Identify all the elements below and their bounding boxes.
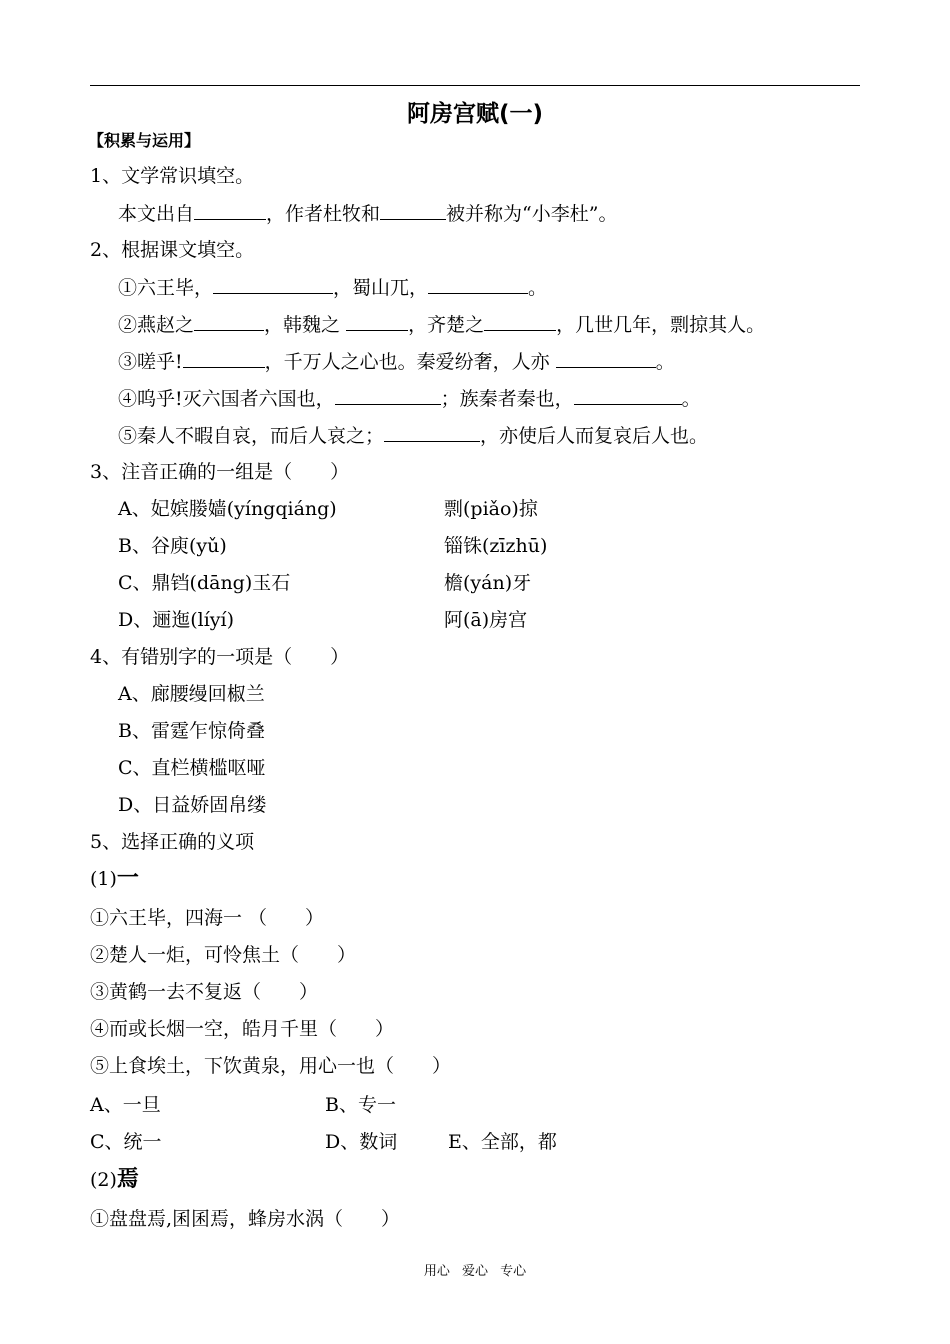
q5-heading: 5、选择正确的义项 [90,831,255,853]
q5-item-1: ①六王毕，四海一 （ ） [90,907,325,929]
q5-option-a[interactable]: A、一旦 [90,1094,161,1116]
q2-line-1: ①六王毕， ，蜀山兀， 。 [118,277,548,299]
q5-option-c[interactable]: C、统一 [90,1131,162,1153]
q2-line-2: ②燕赵之 ，韩魏之 ，齐楚之 ，几世几年，剽掠其人。 [118,314,766,336]
blank[interactable] [380,201,446,220]
q2-line-5: ⑤秦人不暇自哀，而后人哀之； ，亦使后人而复哀后人也。 [118,425,709,447]
q4-option-b[interactable]: B、雷霆乍惊倚叠 [118,720,265,742]
q1-line: 本文出自 ，作者杜牧和 被并称为“小李杜”。 [118,203,618,225]
q4-option-d[interactable]: D、日益娇固帛缕 [118,794,267,816]
q5-item-5: ⑤上食埃土，下饮黄泉，用心一也（ ） [90,1055,452,1077]
q3-option-b-2: 锱铢(zīzhū) [444,535,548,557]
q3-option-a-2: 剽(piǎo)掠 [444,498,538,520]
q3-option-a[interactable]: A、妃嫔媵嫱(yíngqiáng) [118,498,337,520]
q3-option-b[interactable]: B、谷庾(yǔ) [118,535,227,557]
q3-option-c[interactable]: C、鼎铛(dāng)玉石 [118,572,291,594]
blank[interactable] [194,201,266,220]
page-title: 阿房宫赋(一) [406,101,544,127]
q3-option-d[interactable]: D、逦迤(líyí) [118,609,235,631]
header-rule [90,85,860,86]
q5-option-e[interactable]: E、全部，都 [448,1131,557,1153]
q5-sub-2: (2)焉 [90,1167,139,1192]
q1-heading: 1、文学常识填空。 [90,165,255,187]
q3-option-d-2: 阿(ā)房宫 [444,609,528,631]
q5-item-4: ④而或长烟一空，皓月千里（ ） [90,1018,395,1040]
blank[interactable] [484,312,556,331]
blank[interactable] [574,386,682,405]
q5-option-d[interactable]: D、数词 [325,1131,398,1153]
q3-option-c-2: 檐(yán)牙 [444,572,532,594]
q4-option-c[interactable]: C、直栏横槛呕哑 [118,757,266,779]
blank[interactable] [428,275,528,294]
q5-sub-1: (1)一 [90,866,139,891]
blank[interactable] [384,423,480,442]
q5-item-2: ②楚人一炬，可怜焦土（ ） [90,944,357,966]
q5-option-b[interactable]: B、专一 [325,1094,396,1116]
q3-heading: 3、注音正确的一组是（ ） [90,461,350,483]
q5-item-3: ③黄鹤一去不复返（ ） [90,981,319,1003]
section-heading: 【积累与运用】 [88,131,201,150]
q2-line-4: ④呜乎!灭六国者六国也， ；族秦者秦也， 。 [118,388,701,410]
q4-heading: 4、有错别字的一项是（ ） [90,646,350,668]
blank[interactable] [194,312,264,331]
q2-line-3: ③嗟乎! ，千万人之心也。秦爱纷奢，人亦 。 [118,351,675,373]
page-footer: 用心 爱心 专心 [423,1264,527,1279]
blank[interactable] [335,386,441,405]
q4-option-a[interactable]: A、廊腰缦回椒兰 [118,683,265,705]
blank[interactable] [183,349,265,368]
q2-heading: 2、根据课文填空。 [90,239,255,261]
q5-sub2-item-1: ①盘盘焉,囷囷焉，蜂房水涡（ ） [90,1208,401,1230]
blank[interactable] [346,312,408,331]
blank[interactable] [213,275,333,294]
blank[interactable] [556,349,656,368]
